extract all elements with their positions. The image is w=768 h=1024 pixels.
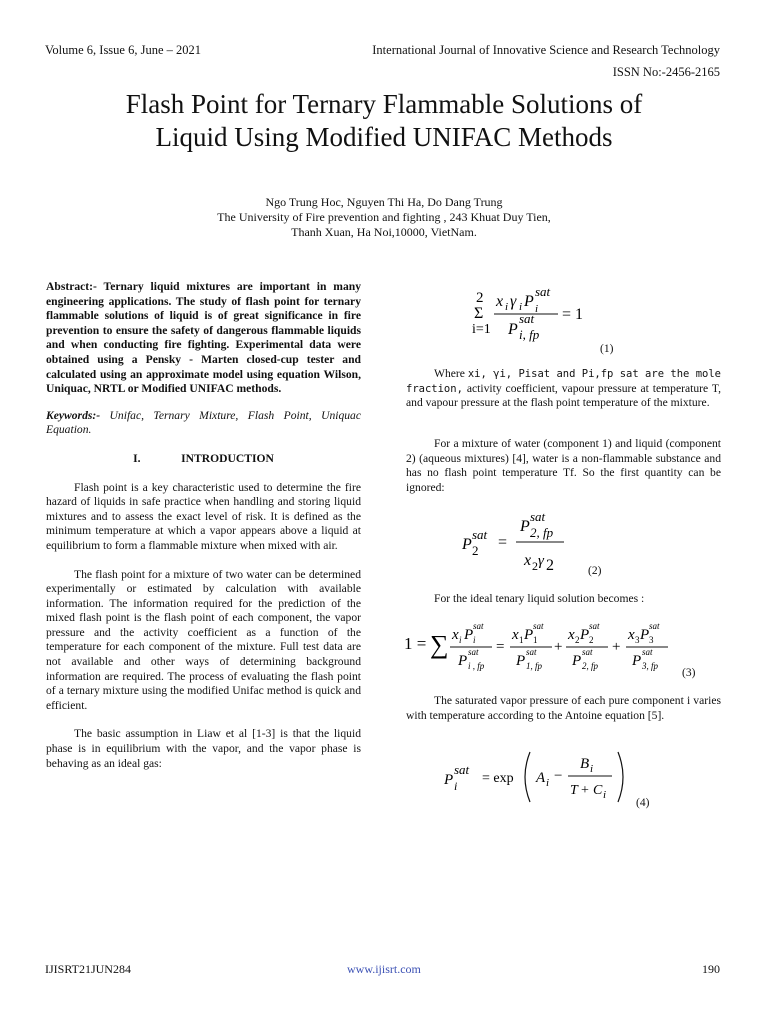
svg-text:T: T	[570, 783, 578, 798]
svg-text:1 =: 1 =	[404, 634, 427, 653]
abstract: Abstract:- Ternary liquid mixtures are important in many engineering applications. The study of flash point for ternary flammable solutions of liquid is of great significance in fire prevention to ensure the safety of dangerous flammable liquids and when conducting fire fighting. Experimental data were obtained using a Pensky - Marten closed-cup tester and calculated using an approximate model using equation Wilson, Uniquac, NRTL or Modified UNIFAC methods.	[46, 280, 361, 396]
svg-text:sat: sat	[582, 647, 593, 657]
equation-2	[458, 505, 588, 577]
svg-text:1, fp: 1, fp	[526, 661, 543, 671]
keywords-list: Unifac, Ternary Mixture, Flash Point, Uniquac Equation.	[46, 408, 361, 437]
svg-text:i: i	[546, 777, 550, 789]
intro-paragraph-3: The basic assumption in Liaw et al [1-3] is that the liquid phase is in equilibrium with the vapor, and the vapor phase is behaving as an ideal gas:	[46, 727, 361, 770]
svg-text:P: P	[640, 627, 650, 643]
svg-text:sat: sat	[535, 284, 551, 299]
title-line-1: Flash Point for Ternary Flammable Solutions of	[125, 89, 643, 119]
svg-text:i: i	[590, 763, 594, 775]
svg-text:P: P	[462, 536, 472, 553]
svg-text:i: i	[505, 301, 509, 313]
svg-text:i , fp: i , fp	[468, 661, 485, 671]
svg-text:2, fp: 2, fp	[530, 525, 554, 540]
section-title: INTRODUCTION	[181, 451, 274, 465]
svg-text:P: P	[520, 518, 530, 535]
svg-text:x: x	[524, 552, 532, 569]
svg-text:= exp: = exp	[482, 771, 514, 786]
variable-definition-paragraph: Where xi, γi, Pisat and Pi,fp sat are the mole fraction, activity coefficient, vapour pressure at temperature T, and vapour pressure at the flash point temperature of the mixture.	[406, 367, 721, 410]
svg-text:= 1: = 1	[562, 306, 584, 323]
equation-4	[442, 748, 642, 806]
svg-text:P: P	[458, 653, 468, 669]
svg-text:x: x	[496, 293, 504, 310]
svg-text:2: 2	[476, 290, 484, 306]
svg-text:i: i	[459, 635, 462, 645]
svg-text:Σ: Σ	[474, 305, 484, 322]
svg-text:+: +	[554, 639, 563, 655]
svg-text:P: P	[524, 293, 534, 310]
intro-paragraph-2: The flash point for a mixture of two water can be determined experimentally or estimated by calculation with available information. The information required for the prediction of the mixed flash point is the flash point of each component, the vapor pressure and the activity coefficient as a function of the temperature for each component of the mixture. Full test data are not available and other ways of determining background information are required. The process of evaluating the flash point of a ternary mixture using the modified Unifac method is quick and efficient.	[46, 567, 361, 712]
svg-text:sat: sat	[649, 621, 660, 631]
svg-text:sat: sat	[468, 647, 479, 657]
svg-text:i: i	[535, 303, 539, 315]
equation-number-2: (2)	[588, 565, 602, 577]
keywords-label: Keywords:-	[46, 408, 101, 422]
section-number: I.	[133, 451, 141, 465]
svg-text:sat: sat	[526, 647, 537, 657]
svg-text:A: A	[536, 770, 546, 786]
svg-text:i=1: i=1	[472, 322, 491, 337]
right-column	[406, 0, 721, 1024]
svg-text:x: x	[568, 627, 575, 643]
svg-text:+: +	[612, 639, 621, 655]
svg-text:sat: sat	[530, 509, 546, 524]
svg-text:i: i	[473, 635, 476, 645]
svg-text:∑: ∑	[430, 630, 449, 659]
svg-text:P: P	[632, 653, 642, 669]
svg-text:sat: sat	[472, 527, 488, 542]
svg-text:i: i	[454, 779, 458, 793]
ideal-solution-paragraph: For the ideal tenary liquid solution becomes :	[434, 592, 645, 605]
journal-volume: Volume 6, Issue 6, June – 2021	[45, 43, 202, 57]
affiliation-line-2: Thanh Xuan, Ha Noi,10000, VietNam.	[291, 225, 477, 239]
svg-text:P: P	[444, 772, 454, 788]
svg-text:3: 3	[649, 635, 654, 645]
svg-text:P: P	[524, 627, 534, 643]
title-line-2: Liquid Using Modified UNIFAC Methods	[155, 122, 613, 152]
svg-text:2: 2	[546, 557, 554, 574]
keywords	[46, 409, 361, 438]
svg-text:2, fp: 2, fp	[582, 661, 599, 671]
svg-text:=: =	[496, 639, 505, 655]
svg-text:sat: sat	[533, 621, 544, 631]
svg-text:+: +	[581, 783, 589, 798]
svg-text:sat: sat	[589, 621, 600, 631]
svg-text:sat: sat	[473, 621, 484, 631]
paper-id: IJISRT21JUN284	[45, 962, 131, 976]
equation-number-3: (3)	[682, 667, 696, 679]
svg-text:i: i	[603, 789, 607, 801]
affiliation-line-1: The University of Fire prevention and fighting , 243 Khuat Duy Tien,	[217, 210, 551, 224]
equation-number-1: (1)	[600, 343, 614, 355]
svg-text:P: P	[508, 321, 518, 338]
svg-text:2: 2	[589, 635, 594, 645]
section-heading-introduction	[46, 452, 361, 467]
svg-text:2: 2	[472, 543, 479, 558]
equation-number-4: (4)	[636, 797, 650, 809]
svg-text:3, fp: 3, fp	[642, 661, 659, 671]
svg-text:i: i	[519, 301, 523, 313]
svg-text:sat: sat	[454, 762, 470, 777]
svg-text:B: B	[580, 756, 590, 772]
svg-text:1: 1	[533, 635, 538, 645]
intro-paragraph-1: Flash point is a key characteristic used to determine the fire hazard of liquids in safe practice when handling and storing liquid mixtures and to assess the exact level of risk. It is defined as the minimum temperature at which a vapor appears above a liquid at equilibrium to form a flammable mixture when mixed with air.	[46, 480, 361, 552]
svg-text:3: 3	[635, 635, 640, 645]
svg-text:x: x	[628, 627, 635, 643]
variable-symbols: xi, γi, Pisat and Pi,fp sat are the mole fraction,	[406, 368, 721, 395]
journal-website-link[interactable]: www.ijisrt.com	[347, 962, 421, 976]
svg-text:C: C	[593, 783, 603, 798]
svg-text:P: P	[464, 627, 474, 643]
equation-1	[472, 282, 612, 350]
author-names: Ngo Trung Hoc, Nguyen Thi Ha, Do Dang Trung	[265, 195, 503, 209]
svg-text:1: 1	[519, 635, 524, 645]
svg-text:sat: sat	[642, 647, 653, 657]
journal-name: International Journal of Innovative Science and Research Technology	[372, 43, 720, 57]
svg-text:γ: γ	[510, 293, 517, 310]
svg-text:P: P	[516, 653, 526, 669]
svg-text:γ: γ	[538, 553, 544, 569]
mixture-paragraph: For a mixture of water (component 1) and liquid (component 2) (aqueous mixtures) [4], water is a non-flammable substance and has no flash point temperature Tf. So the first quantity can be ignored:	[406, 437, 721, 494]
page-number: 190	[702, 962, 720, 976]
antoine-paragraph: The saturated vapor pressure of each pure component i varies with temperature according to the Antoine equation [5].	[406, 694, 721, 722]
equation-3	[402, 615, 702, 677]
svg-text:=: =	[498, 534, 508, 551]
svg-text:x: x	[512, 627, 519, 643]
left-column	[46, 280, 361, 785]
svg-text:−: −	[554, 768, 563, 784]
svg-text:2: 2	[532, 559, 538, 573]
svg-text:P: P	[580, 627, 590, 643]
svg-text:P: P	[572, 653, 582, 669]
svg-text:sat: sat	[519, 311, 535, 326]
issn: ISSN No:-2456-2165	[612, 65, 720, 79]
svg-text:2: 2	[575, 635, 580, 645]
svg-text:i, fp: i, fp	[519, 327, 540, 342]
svg-text:x: x	[452, 627, 459, 643]
